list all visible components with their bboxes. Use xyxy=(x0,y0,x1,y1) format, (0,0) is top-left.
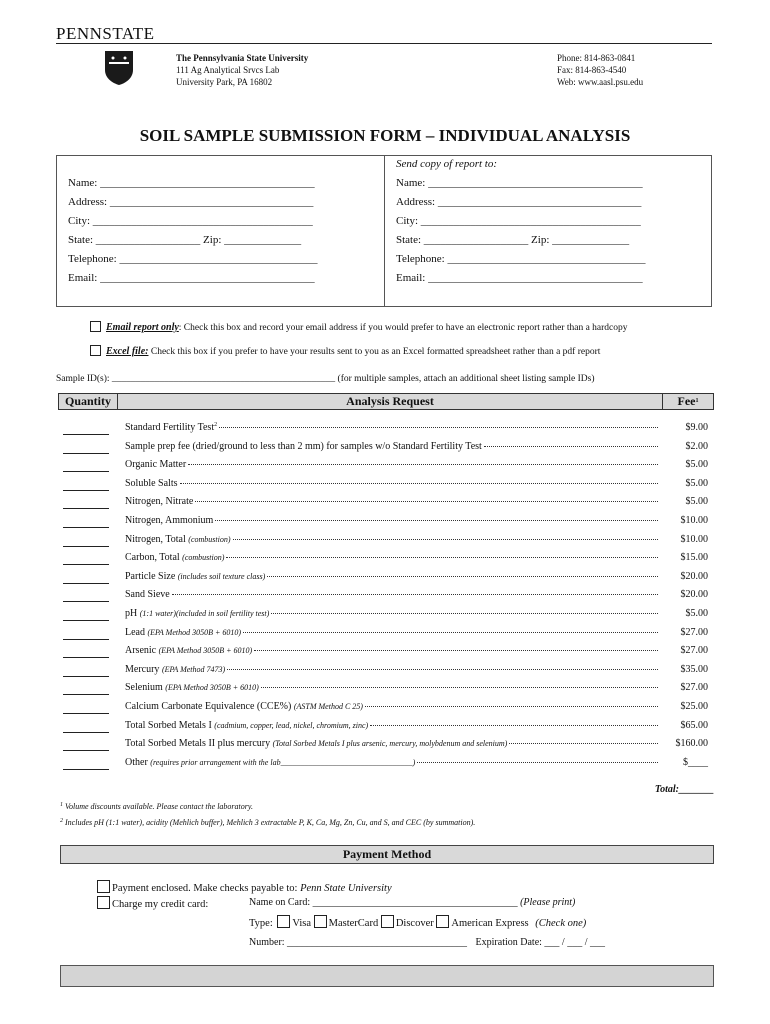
analysis-fee: $15.00 xyxy=(680,552,708,563)
analysis-name: Arsenic xyxy=(125,645,157,656)
analysis-name: Particle Size xyxy=(125,571,176,582)
analysis-item xyxy=(125,608,658,619)
analysis-fee: $____ xyxy=(683,757,708,768)
card-number-field[interactable]: Number: ____________________________________ xyxy=(249,937,468,948)
analysis-item xyxy=(125,701,658,712)
dot-leader xyxy=(219,427,658,428)
analysis-fee: $20.00 xyxy=(680,571,708,582)
dot-leader xyxy=(243,632,658,633)
analysis-name: Standard Fertility Test xyxy=(125,422,215,433)
analysis-fee: $25.00 xyxy=(680,701,708,712)
payment-enclosed-checkbox[interactable] xyxy=(97,880,110,893)
analysis-item xyxy=(125,571,658,582)
analysis-note: (1:1 water)(included in soil fertility test) xyxy=(139,609,270,618)
charge-card-row xyxy=(97,896,208,910)
email-report-label: Email report only xyxy=(106,322,179,333)
telephone-field[interactable]: Telephone: ____________________________________ xyxy=(68,253,318,265)
analysis-fee: $35.00 xyxy=(680,664,708,675)
dot-leader xyxy=(417,762,658,763)
card-type-row xyxy=(249,915,586,929)
quantity-input[interactable] xyxy=(63,620,109,621)
phone: Phone: 814-863-0841 xyxy=(557,53,636,63)
city-field[interactable]: City: ________________________________________ xyxy=(68,215,313,227)
quantity-input[interactable] xyxy=(63,546,109,547)
analysis-name: Nitrogen, Total xyxy=(125,534,186,545)
analysis-item xyxy=(125,552,658,563)
excel-label: Excel file: xyxy=(106,346,149,357)
analysis-name: Total Sorbed Metals II plus mercury xyxy=(125,738,271,749)
copy-name-field[interactable]: Name: _______________________________________ xyxy=(396,177,643,189)
copy-address-field[interactable]: Address: _____________________________________ xyxy=(396,196,642,208)
analysis-fee: $20.00 xyxy=(680,589,708,600)
analysis-fee: $65.00 xyxy=(680,720,708,731)
analysis-name: Sand Sieve xyxy=(125,589,170,600)
bottom-band xyxy=(60,965,714,987)
footnote-1-text: Volume discounts available. Please contact the laboratory. xyxy=(65,802,253,811)
analysis-note: (EPA Method 3050B + 6010) xyxy=(147,628,242,637)
client-address xyxy=(68,174,317,288)
dot-leader xyxy=(226,557,658,558)
excel-checkbox[interactable] xyxy=(90,345,101,356)
quantity-input[interactable] xyxy=(63,769,109,770)
analysis-name: Calcium Carbonate Equivalence (CCE%) xyxy=(125,701,292,712)
state-zip-field[interactable]: State: ___________________ Zip: ______________ xyxy=(68,234,302,246)
analysis-item xyxy=(125,757,658,768)
quantity-input[interactable] xyxy=(63,453,109,454)
analysis-header: Analysis Request xyxy=(118,393,662,410)
analysis-name: Soluble Salts xyxy=(125,478,178,489)
dot-leader xyxy=(172,594,658,595)
fax: Fax: 814-863-4540 xyxy=(557,65,627,75)
email-report-checkbox[interactable] xyxy=(90,321,101,332)
analysis-note: (Total Sorbed Metals I plus arsenic, mercury, molybdenum and selenium) xyxy=(272,739,508,748)
total-field[interactable]: Total:_______ xyxy=(654,784,714,795)
web: Web: www.aasl.psu.edu xyxy=(557,77,644,87)
analysis-name: Mercury xyxy=(125,664,160,675)
dot-leader xyxy=(233,539,658,540)
lab-city: University Park, PA 16802 xyxy=(176,77,273,87)
analysis-item xyxy=(125,515,658,526)
footnote-2: $^2$ Includes pH (1:1 water), acidity (Mehlich buffer), Mehlich 3 extractable P, K, Ca, Mg, Zn, Cu, and S, and CEC (by summation). xyxy=(60,818,476,827)
dot-leader xyxy=(188,464,658,465)
address-divider xyxy=(384,155,385,307)
lab-contact xyxy=(557,52,643,88)
analysis-name: Total Sorbed Metals I xyxy=(125,720,212,731)
analysis-item xyxy=(125,422,658,433)
email-field[interactable]: Email: _______________________________________ xyxy=(68,272,315,284)
sample-id-field[interactable]: Sample ID(s): _______________________________________________ (for multiple samples, attach an additional sheet listing sample IDs) xyxy=(56,374,595,384)
amex-label: American Express xyxy=(451,918,529,929)
analysis-fee: $2.00 xyxy=(685,441,708,452)
dot-leader xyxy=(254,650,658,651)
analysis-fee: $5.00 xyxy=(685,459,708,470)
analysis-fee: $10.00 xyxy=(680,515,708,526)
payment-heading: Payment Method xyxy=(60,845,714,864)
analysis-footnote-mark: 2 xyxy=(214,422,218,428)
discover-label: Discover xyxy=(395,918,434,929)
analysis-note: (EPA Method 3050B + 6010) xyxy=(165,683,259,692)
card-type-label: Type: xyxy=(249,918,273,929)
dot-leader xyxy=(215,520,658,521)
dot-leader xyxy=(365,706,658,707)
dot-leader xyxy=(271,613,658,614)
copy-telephone-field[interactable]: Telephone: ____________________________________ xyxy=(396,253,646,265)
excel-option xyxy=(90,345,600,357)
analysis-fee: $5.00 xyxy=(685,478,708,489)
quantity-input[interactable] xyxy=(63,657,109,658)
analysis-fee: $27.00 xyxy=(680,682,708,693)
analysis-name: Organic Matter xyxy=(125,459,187,470)
copy-state-zip-field[interactable]: State: ___________________ Zip: ______________ xyxy=(396,234,630,246)
payment-enclosed-text: Payment enclosed. Make checks payable to: xyxy=(112,883,298,894)
excel-text: Check this box if you prefer to have your results sent to you as an Excel formatted spreadsheet rather than a pdf report xyxy=(148,347,601,357)
dot-leader xyxy=(195,501,658,502)
lab-name: 111 Ag Analytical Srvcs Lab xyxy=(176,65,280,75)
analysis-note: (EPA Method 3050B + 6010) xyxy=(158,646,253,655)
analysis-item xyxy=(125,589,658,600)
university-name: The Pennsylvania State University xyxy=(176,53,309,63)
analysis-fee: $5.00 xyxy=(685,496,708,507)
form-title: SOIL SAMPLE SUBMISSION FORM – INDIVIDUAL ANALYSIS xyxy=(139,126,631,145)
card-number-row xyxy=(249,937,605,948)
analysis-fee: $27.00 xyxy=(680,645,708,656)
analysis-item xyxy=(125,720,658,731)
mastercard-label: MasterCard xyxy=(328,918,379,929)
analysis-note: (combustion) xyxy=(188,535,231,544)
payment-enclosed-row xyxy=(97,880,392,894)
analysis-note: (cadmium, copper, lead, nickel, chromium, zinc) xyxy=(214,721,369,730)
dot-leader xyxy=(509,743,658,744)
quantity-input[interactable] xyxy=(63,434,109,435)
quantity-input[interactable] xyxy=(63,508,109,509)
copy-report-label: Send copy of report to: xyxy=(396,158,498,170)
analysis-note: (ASTM Method C 25) xyxy=(293,702,363,711)
copy-address xyxy=(396,174,645,288)
fee-header xyxy=(662,393,714,410)
analysis-note: (includes soil texture class) xyxy=(177,572,266,581)
analysis-item xyxy=(125,738,658,749)
quantity-input[interactable] xyxy=(63,564,109,565)
quantity-input[interactable] xyxy=(63,694,109,695)
analysis-name: Carbon, Total xyxy=(125,552,180,563)
analysis-name: pH xyxy=(125,608,138,619)
quantity-input[interactable] xyxy=(63,713,109,714)
analysis-item xyxy=(125,441,658,452)
please-print: (Please print) xyxy=(520,897,576,908)
charge-card-checkbox[interactable] xyxy=(97,896,110,909)
analysis-note: (requires prior arrangement with the lab_________________________________) xyxy=(150,758,416,767)
quantity-input[interactable] xyxy=(63,750,109,751)
analysis-fee: $5.00 xyxy=(685,608,708,619)
analysis-item xyxy=(125,496,658,507)
analysis-item xyxy=(125,478,658,489)
fee-footnote-mark: 1 xyxy=(695,398,699,404)
copy-email-field[interactable]: Email: _______________________________________ xyxy=(396,272,643,284)
quantity-input[interactable] xyxy=(63,676,109,677)
amex-checkbox[interactable] xyxy=(436,915,449,928)
footnote-2-text: Includes pH (1:1 water), acidity (Mehlich buffer), Mehlich 3 extractable P, K, Ca, Mg, Zn, Cu, and S, and CEC (by summation). xyxy=(65,818,476,827)
analysis-name: Sample prep fee (dried/ground to less than 2 mm) for samples w/o Standard Fertility Test xyxy=(125,441,482,452)
quantity-input[interactable] xyxy=(63,639,109,640)
expiration-field[interactable]: Expiration Date: ___ / ___ / ___ xyxy=(475,937,605,948)
visa-label: Visa xyxy=(292,918,312,929)
mastercard-checkbox[interactable] xyxy=(314,915,327,928)
analysis-name: Nitrogen, Ammonium xyxy=(125,515,214,526)
university-address xyxy=(176,52,308,88)
email-report-text: : Check this box and record your email address if you would prefer to have an electronic report rather than a hardcopy xyxy=(178,323,628,333)
analysis-name: Selenium xyxy=(125,682,163,693)
analysis-note: (combustion) xyxy=(182,553,225,562)
dot-leader xyxy=(267,576,658,577)
pennstate-logo: PENNSTATE xyxy=(56,24,155,43)
analysis-item xyxy=(125,627,658,638)
quantity-input[interactable] xyxy=(63,583,109,584)
shield-icon xyxy=(104,50,134,86)
analysis-note: (EPA Method 7473) xyxy=(161,665,226,674)
analysis-item xyxy=(125,534,658,545)
analysis-fee: $10.00 xyxy=(680,534,708,545)
quantity-input[interactable] xyxy=(63,490,109,491)
analysis-name: Lead xyxy=(125,627,145,638)
analysis-item xyxy=(125,682,658,693)
visa-checkbox[interactable] xyxy=(277,915,290,928)
analysis-item xyxy=(125,664,658,675)
charge-card-text: Charge my credit card: xyxy=(112,899,209,910)
name-field[interactable]: Name: _______________________________________ xyxy=(68,177,315,189)
name-on-card-field[interactable]: Name on Card: _________________________________________ xyxy=(249,897,518,908)
analysis-name: Nitrogen, Nitrate xyxy=(125,496,194,507)
quantity-input[interactable] xyxy=(63,601,109,602)
dot-leader xyxy=(261,687,658,688)
fee-header-label: Fee xyxy=(677,394,696,408)
payable-to: Penn State University xyxy=(300,883,392,894)
analysis-fee: $160.00 xyxy=(675,738,708,749)
quantity-header: Quantity xyxy=(58,393,118,410)
analysis-fee: $27.00 xyxy=(680,627,708,638)
discover-checkbox[interactable] xyxy=(381,915,394,928)
analysis-name: Other xyxy=(125,757,148,768)
check-one: (Check one) xyxy=(535,918,587,929)
footnote-1: $^1$ Volume discounts available. Please contact the laboratory. xyxy=(60,802,253,811)
name-on-card-row xyxy=(249,897,575,908)
dot-leader xyxy=(180,483,658,484)
address-field[interactable]: Address: _____________________________________ xyxy=(68,196,314,208)
dot-leader xyxy=(227,669,658,670)
analysis-item xyxy=(125,645,658,656)
quantity-input[interactable] xyxy=(63,527,109,528)
quantity-input[interactable] xyxy=(63,732,109,733)
analysis-fee: $9.00 xyxy=(685,422,708,433)
dot-leader xyxy=(370,725,658,726)
quantity-input[interactable] xyxy=(63,471,109,472)
copy-city-field[interactable]: City: ________________________________________ xyxy=(396,215,641,227)
dot-leader xyxy=(484,446,658,447)
email-report-option xyxy=(90,321,628,333)
analysis-item xyxy=(125,459,658,470)
header-rule xyxy=(56,43,712,44)
